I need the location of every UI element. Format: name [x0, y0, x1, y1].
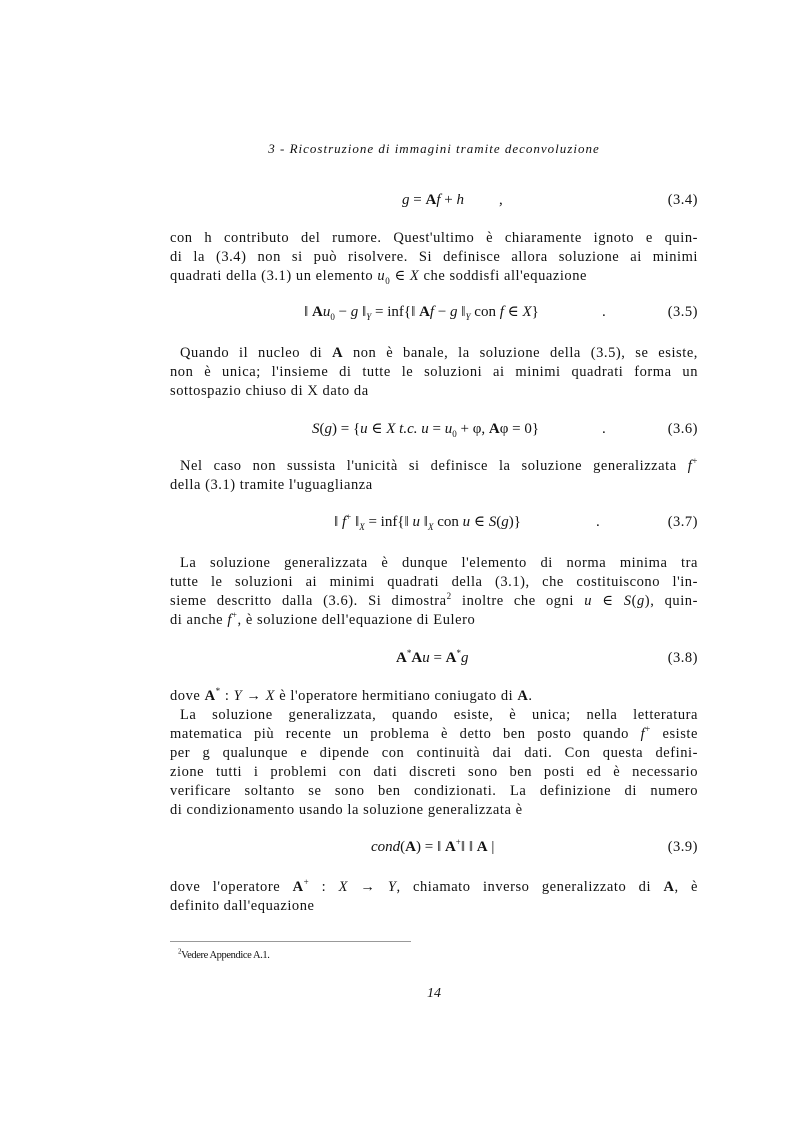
paragraph-5-line-6: verificare soltanto se sono ben condizionati. La definizione di numero: [170, 783, 698, 799]
paragraph-5-line-3: matematica più recente un problema è detto ben posto quando f+ esiste: [170, 724, 698, 742]
paragraph-5-line-3-a: matematica più recente un problema è detto ben posto quando: [170, 726, 629, 742]
paragraph-2-line-2: non è unica; l'insieme di tutte le soluzioni ai minimi quadrati forma un: [170, 364, 698, 380]
page-number: 14: [427, 986, 441, 1001]
equation-3-7-punct: .: [596, 514, 600, 530]
paragraph-4: [170, 554, 698, 630]
equation-3-6: [170, 418, 698, 440]
paragraph-5-line-2: La soluzione generalizzata, quando esiste, è unica; nella letteratura: [180, 707, 698, 723]
paragraph-6: [170, 878, 698, 916]
equation-3-9-number: (3.9): [667, 839, 698, 855]
paragraph-3: [170, 457, 698, 495]
footnote-mark: 2: [178, 947, 182, 956]
paragraph-6-line-1-c: , è: [674, 879, 699, 895]
footnote: [178, 947, 270, 961]
equation-3-7: [170, 511, 698, 533]
footnote-text: Vedere Appendice A.1.: [181, 950, 270, 961]
paragraph-4-line-2: tutte le soluzioni ai minimi quadrati della (3.1), che costituiscono l'in-: [170, 574, 698, 590]
paragraph-5-line-3-b: esiste: [662, 726, 698, 742]
equation-3-8-formula: A*Au = A*g: [396, 648, 469, 666]
paragraph-5-line-1: dove A* : Y → X è l'operatore hermitiano coniugato di A.: [170, 686, 533, 704]
paragraph-6-line-1-a: dove l'operatore: [170, 879, 281, 895]
paragraph-4-line-3-a: sieme descritto dalla (3.6). Si dimostra: [170, 593, 447, 609]
paragraph-5: [170, 687, 698, 820]
paragraph-5-line-1-c: .: [528, 688, 533, 704]
equation-3-4-number: (3.4): [667, 192, 698, 208]
paragraph-5-line-1-b: è l'operatore hermitiano coniugato di: [279, 688, 514, 704]
paragraph-6-line-1-b: , chiamato inverso generalizzato di: [396, 879, 652, 895]
paragraph-1: [170, 229, 698, 291]
paragraph-4-line-4: di anche f+, è soluzione dell'equazione di Eulero: [170, 610, 476, 628]
paragraph-1-line-2: di la (3.4) non si può risolvere. Si definisce allora soluzione ai minimi: [170, 249, 698, 265]
paragraph-5-line-4: per g qualunque e dipende con continuità dai dati. Con questa defini-: [170, 745, 698, 761]
equation-3-4-formula: g = Af + h: [402, 192, 464, 208]
paragraph-6-line-2: definito dall'equazione: [170, 898, 315, 914]
paragraph-4-line-3-c: , quin-: [650, 593, 698, 609]
equation-3-5-number: (3.5): [667, 304, 698, 320]
equation-3-9: [170, 836, 698, 858]
footnote-ref: 2: [446, 591, 452, 602]
running-header: 3 - Ricostruzione di immagini tramite deconvoluzione: [268, 141, 600, 156]
paragraph-2-line-1-b: non è banale, la soluzione della (3.5), se esiste,: [352, 345, 698, 361]
paragraph-5-line-5: zione tutti i problemi con dati discreti sono ben posti ed è necessario: [170, 764, 698, 780]
paragraph-3-line-2: della (3.1) tramite l'uguaglianza: [170, 477, 373, 493]
paragraph-1-line-3-a: quadrati della (3.1) un elemento: [170, 268, 374, 284]
paragraph-5-line-1-a: dove: [170, 688, 201, 704]
paragraph-5-line-7: di condizionamento usando la soluzione generalizzata è: [170, 802, 523, 818]
equation-3-6-number: (3.6): [667, 421, 698, 437]
paragraph-3-line-1: Nel caso non sussista l'unicità si definisce la soluzione generalizzata f+: [180, 456, 698, 474]
equation-3-8-number: (3.8): [667, 650, 698, 666]
paragraph-2-line-1: Quando il nucleo di A non è banale, la soluzione della (3.5), se esiste,: [180, 345, 698, 361]
equation-3-7-number: (3.7): [667, 514, 698, 530]
paragraph-4-line-3: sieme descritto dalla (3.6). Si dimostra$^2$ inoltre che ogni u ∈ S(g), quin-: [170, 591, 698, 609]
paragraph-2: [170, 344, 698, 401]
equation-3-6-formula: S(g) = {u ∈ X t.c. $u = u_0 + \varphi$, Aφ = 0}: [312, 421, 540, 439]
equation-3-5-formula: ‖ $Au_0 - g$ $‖_Y$ = inf{‖ Af − g $‖_Y$ con f ∈ X}: [304, 304, 539, 322]
paragraph-4-line-1: La soluzione generalizzata è dunque l'elemento di norma minima tra: [180, 555, 698, 571]
equation-3-5: [170, 301, 698, 323]
equation-3-4-punct: ,: [499, 192, 503, 208]
paragraph-3-line-1-text: Nel caso non sussista l'unicità si definisce la soluzione generalizzata: [180, 458, 677, 474]
equation-3-7-formula: ‖ f+ $‖_X$ = inf{‖ u $‖_X$ con u ∈ S(g)}: [334, 512, 521, 532]
paragraph-2-line-1-a: Quando il nucleo di: [180, 345, 323, 361]
equation-3-5-punct: .: [602, 304, 606, 320]
paragraph-2-line-3: sottospazio chiuso di X dato da: [170, 383, 369, 399]
paragraph-1-line-3-b: che soddisfi all'equazione: [423, 268, 588, 284]
equation-3-4: [170, 189, 698, 211]
equation-3-6-punct: .: [602, 421, 606, 437]
paragraph-1-line-1: con h contributo del rumore. Quest'ultimo è chiaramente ignoto e quin-: [170, 230, 698, 246]
equation-3-9-formula: cond(A) = ‖ A+‖ ‖ A |: [371, 837, 495, 855]
equation-3-8: [170, 647, 698, 669]
paragraph-4-line-4-b: , è soluzione dell'equazione di Eulero: [237, 612, 476, 628]
paragraph-4-line-3-b: inoltre che ogni: [461, 593, 574, 609]
paragraph-6-line-1: dove l'operatore A+ : X → Y, chiamato inverso generalizzato di A, è: [170, 877, 699, 895]
paragraph-4-line-4-a: di anche: [170, 612, 224, 628]
footnote-rule: [170, 941, 411, 942]
paragraph-1-line-3: quadrati della (3.1) un elemento $u_0$ ∈ X che soddisfi all'equazione: [170, 268, 588, 286]
